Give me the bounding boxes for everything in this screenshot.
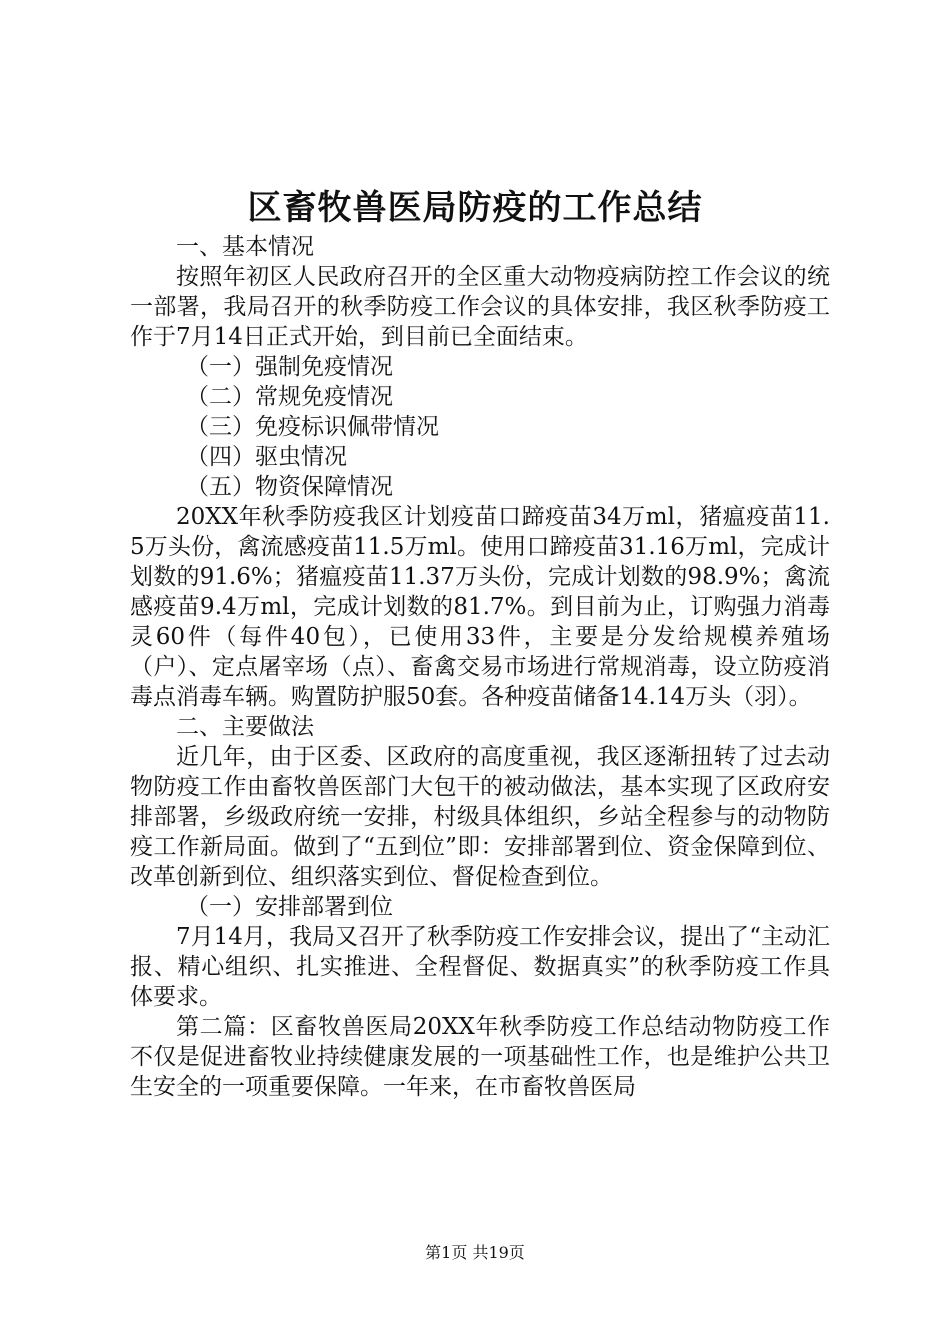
paragraph: 7月14月，我局又召开了秋季防疫工作安排会议，提出了“主动汇报、精心组织、扎实推进、全程督促、数据真实”的秋季防疫工作具体要求。 xyxy=(130,924,830,1010)
section-heading: 一、基本情况 xyxy=(176,234,314,260)
subsection-heading: （四）驱虫情况 xyxy=(186,444,347,470)
subsection-heading: （五）物资保障情况 xyxy=(186,474,393,500)
paragraph: 20XX年秋季防疫我区计划疫苗口蹄疫苗34万ml，猪瘟疫苗11.5万头份，禽流感疫苗11.5万ml。使用口蹄疫苗31.16万ml，完成计划数的91.6%；猪瘟疫苗11.37万头份，完成计划数的98.9%；禽流感疫苗9.4万ml，完成计划数的81.7%。到目前为止，订购强力消毒灵60件（每件40包），已使用33件，主要是分发给规模养殖场（户）、定点屠宰场（点）、畜禽交易市场进行常规消毒，设立防疫消毒点消毒车辆。购置防护服50套。各种疫苗储备14.14万头（羽）。 xyxy=(130,504,830,710)
subsection-heading: （三）免疫标识佩带情况 xyxy=(186,414,439,440)
document-body xyxy=(130,232,830,1102)
page-number-footer: 第1页 共19页 xyxy=(425,1243,525,1262)
section-heading: 二、主要做法 xyxy=(176,714,314,740)
paragraph: 近几年，由于区委、区政府的高度重视，我区逐渐扭转了过去动物防疫工作由畜牧兽医部门大包干的被动做法，基本实现了区政府安排部署，乡级政府统一安排，村级具体组织，乡站全程参与的动物防疫工作新局面。做到了“五到位”即：安排部署到位、资金保障到位、改革创新到位、组织落实到位、督促检查到位。 xyxy=(130,744,830,890)
paragraph: 第二篇：区畜牧兽医局20XX年秋季防疫工作总结动物防疫工作不仅是促进畜牧业持续健康发展的一项基础性工作，也是维护公共卫生安全的一项重要保障。一年来，在市畜牧兽医局 xyxy=(130,1014,830,1100)
subsection-heading: （一）安排部署到位 xyxy=(186,894,393,920)
paragraph: 按照年初区人民政府召开的全区重大动物疫病防控工作会议的统一部署，我局召开的秋季防疫工作会议的具体安排，我区秋季防疫工作于7月14日正式开始，到目前已全面结束。 xyxy=(130,264,830,350)
document-title: 区畜牧兽医局防疫的工作总结 xyxy=(247,188,703,228)
subsection-heading: （一）强制免疫情况 xyxy=(186,354,393,380)
subsection-heading: （二）常规免疫情况 xyxy=(186,384,393,410)
